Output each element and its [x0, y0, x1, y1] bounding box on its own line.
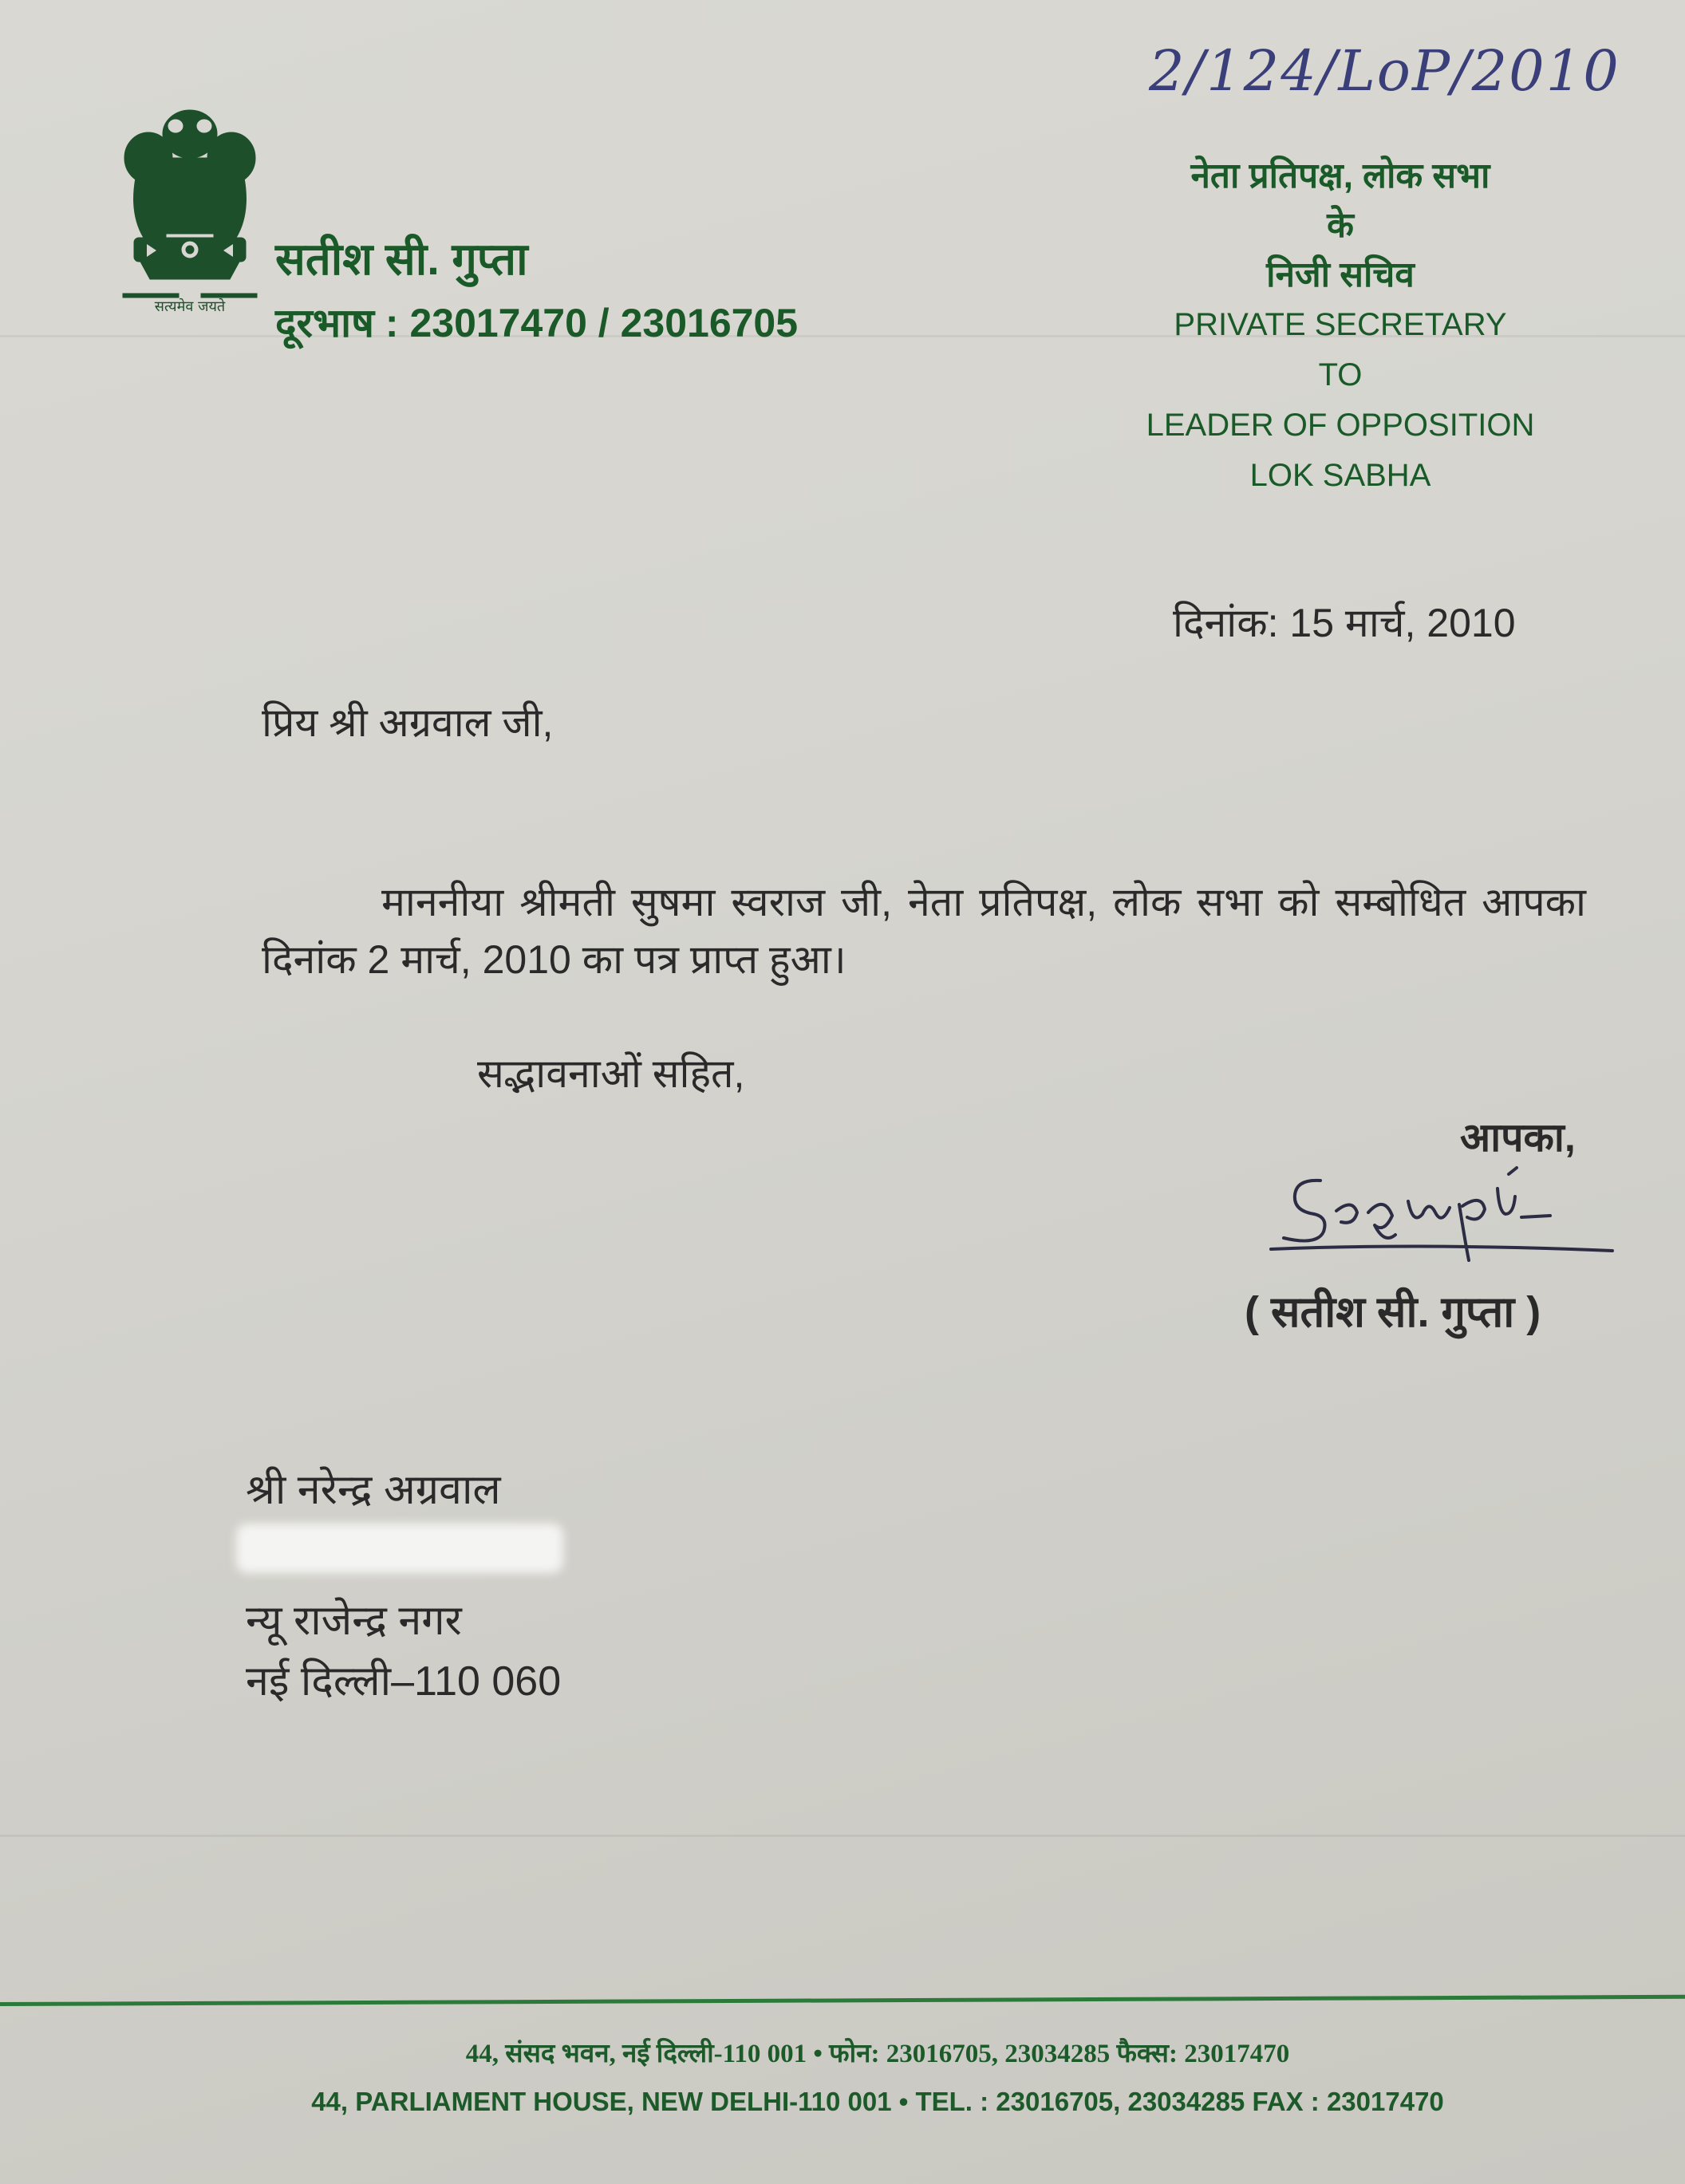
- recipient-city: नई दिल्ली–110 060: [246, 1658, 562, 1705]
- office-en-line2: TO: [1318, 357, 1363, 392]
- office-en-line1: PRIVATE SECRETARY: [1174, 307, 1507, 342]
- redacted-address-line: [236, 1524, 563, 1573]
- letter-body: माननीया श्रीमती सुषमा स्वराज जी, नेता प्रतिपक्ष, लोक सभा को सम्बोधित आपका दिनांक 2 मार्च, 2010 का पत्र प्राप्त हुआ।: [262, 880, 1586, 982]
- handwritten-signature: [1265, 1149, 1616, 1268]
- date-value: 15 मार्च, 2010: [1289, 601, 1516, 645]
- signatory-name: ( सतीश सी. गुप्ता ): [1245, 1288, 1541, 1336]
- emblem-motto: सत्यमेव जयते: [154, 298, 226, 315]
- recipient-address: [246, 1460, 563, 1712]
- salutation: प्रिय श्री अग्रवाल जी,: [262, 700, 554, 745]
- office-en-line4: LOK SABHA: [1249, 458, 1431, 493]
- sender-phone: दूरभाष : 23017470 / 23016705: [275, 301, 799, 345]
- recipient-name: श्री नरेन्द्र अग्रवाल: [246, 1467, 501, 1513]
- closing: आपका,: [1460, 1115, 1576, 1160]
- greeting: सद्भावनाओं सहित,: [477, 1051, 745, 1096]
- date-label: दिनांक:: [1173, 601, 1279, 645]
- letter-date: [1173, 594, 1516, 648]
- phone-label: दूरभाष: [275, 301, 374, 345]
- paper-fold: [0, 1835, 1685, 1837]
- recipient-locality: न्यू राजेन्द्र नगर: [246, 1598, 462, 1644]
- office-designation: [1101, 152, 1580, 501]
- footer-address-en: 44, PARLIAMENT HOUSE, NEW DELHI-110 001 • TEL. : 23016705, 23034285 FAX : 23017470: [311, 2087, 1444, 2116]
- national-emblem-icon: [118, 102, 262, 325]
- phone-numbers: 23017470 / 23016705: [409, 301, 799, 345]
- letterhead-footer: [199, 2030, 1556, 2126]
- footer-rule: [0, 1995, 1685, 2006]
- footer-address-hi: 44, संसद भवन, नई दिल्ली-110 001 • फोन: 23016705, 23034285 फैक्स: 23017470: [465, 2040, 1290, 2068]
- handwritten-reference: 2/124/LoP/2010: [1149, 38, 1620, 104]
- sender-name: सतीश सी. गुप्ता: [275, 234, 528, 284]
- office-hi-line1: नेता प्रतिपक्ष, लोक सभा: [1190, 156, 1490, 195]
- office-hi-line3: निजी सचिव: [1266, 255, 1415, 294]
- office-en-line3: LEADER OF OPPOSITION: [1146, 408, 1535, 443]
- sender-block: [275, 227, 798, 355]
- office-hi-line2: के: [1327, 206, 1354, 245]
